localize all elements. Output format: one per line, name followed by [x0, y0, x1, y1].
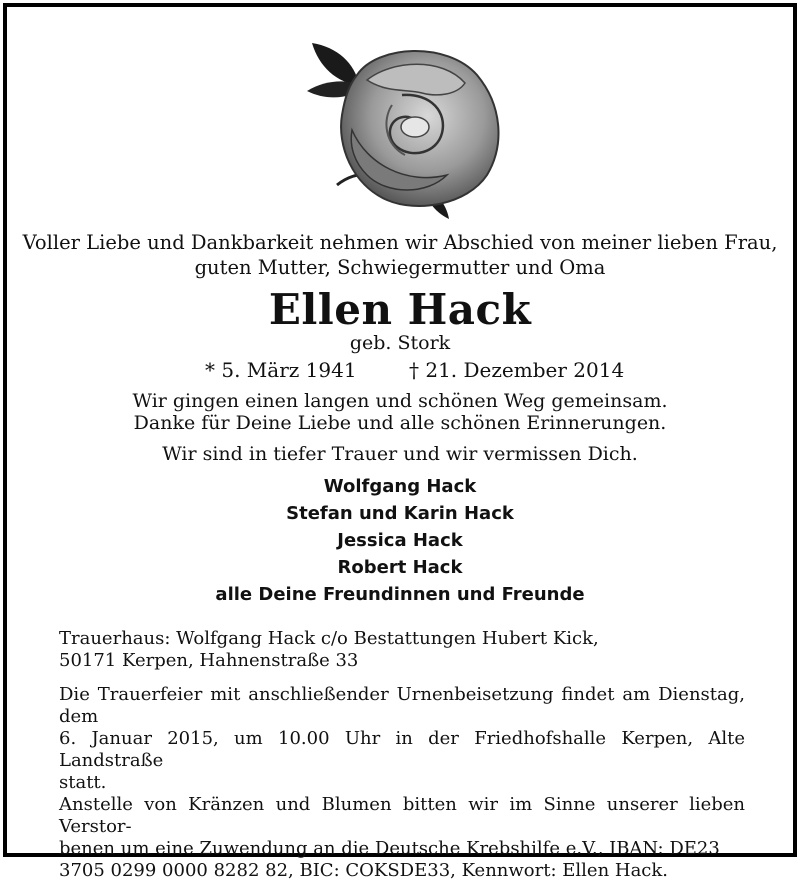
verse-line: Wir gingen einen langen und schönen Weg gemeinsam.: [132, 390, 668, 412]
mourners-list: [7, 473, 793, 608]
birth-date: * 5. März 1941: [205, 358, 357, 382]
donation-line: 3705 0299 0000 8282 82, BIC: COKSDE33, Kennwort: Ellen Hack.: [59, 860, 669, 881]
donation-line: benen um eine Zuwendung an die Deutsche Krebshilfe e.V., IBAN: DE23: [59, 838, 720, 859]
grief-text: Wir sind in tiefer Trauer und wir vermissen Dich.: [162, 443, 638, 465]
rose-image: [297, 35, 509, 221]
mourner: Wolfgang Hack: [323, 476, 477, 497]
mourner: alle Deine Freundinnen und Freunde: [215, 584, 585, 605]
deceased-name: Ellen Hack: [268, 285, 532, 334]
ceremony-line: 6. Januar 2015, um 10.00 Uhr in der Friedhofshalle Kerpen, Alte Landstraße: [59, 728, 745, 771]
intro-line: Voller Liebe und Dankbarkeit nehmen wir Abschied von meiner lieben Frau,: [22, 231, 778, 254]
verse: [7, 390, 793, 434]
ceremony-line: Die Trauerfeier mit anschließender Urnenbeisetzung findet am Dienstag, dem: [59, 684, 745, 727]
mourner: Robert Hack: [337, 557, 463, 578]
ceremony-details: [59, 684, 745, 882]
funeral-home-address: [59, 628, 745, 672]
address-line: Trauerhaus: Wolfgang Hack c/o Bestattungen Hubert Kick,: [59, 628, 599, 649]
intro-line: guten Mutter, Schwiegermutter und Oma: [194, 256, 606, 279]
maiden-name: geb. Stork: [349, 332, 451, 354]
obituary-notice: [3, 3, 797, 881]
address-line: 50171 Kerpen, Hahnenstraße 33: [59, 650, 359, 671]
mourner: Stefan und Karin Hack: [286, 503, 514, 524]
mourner: Jessica Hack: [337, 530, 463, 551]
death-date: † 21. Dezember 2014: [409, 358, 625, 382]
intro-text: [7, 230, 793, 280]
ceremony-line: statt.: [59, 772, 107, 793]
verse-line: Danke für Deine Liebe und alle schönen Erinnerungen.: [133, 412, 667, 434]
donation-line: Anstelle von Kränzen und Blumen bitten wir im Sinne unserer lieben Verstor-: [59, 794, 745, 837]
